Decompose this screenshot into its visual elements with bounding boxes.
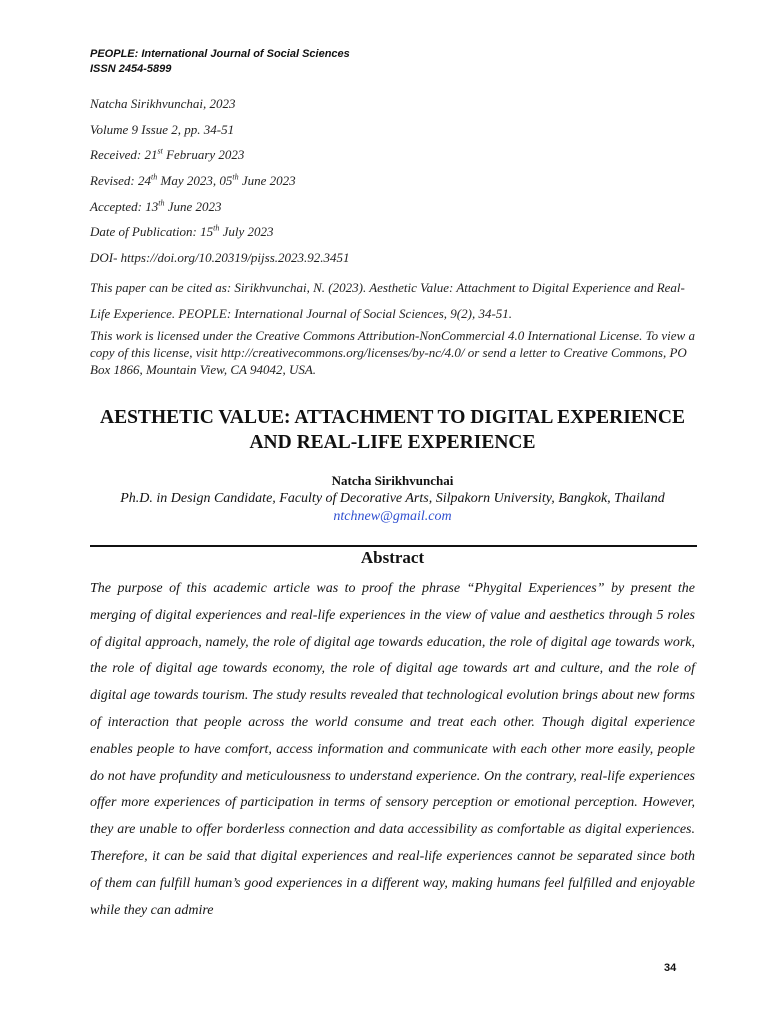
abstract-heading: Abstract [360,548,425,567]
accepted-date [90,198,700,224]
author-email-link[interactable]: ntchnew@gmail.com [333,509,452,524]
license-text: This work is licensed under the Creative Commons Attribution-NonCommercial 4.0 International License. To view a copy of this license, visit http://creativecommons.org/licenses/by-nc/4.0/ or send a letter to Creative Commons, PO Box 1866, Mountain View, CA 94042, USA. [90,328,695,378]
publication-date-prefix: Date of Publication: 15 [90,224,214,240]
received-date [90,146,700,172]
revised-date [90,172,700,198]
revised-date-sup2: th [232,172,239,182]
publication-date-sup: th [213,224,220,234]
accepted-date-suffix: June 2023 [164,198,222,214]
revised-date-suffix: June 2023 [238,173,296,189]
page-number: 34 [664,962,677,974]
received-date-prefix: Received: 21 [90,147,158,163]
revised-date-prefix: Revised: 24 [90,173,152,189]
publication-date-suffix: July 2023 [219,224,274,240]
revised-date-sup1: th [151,172,158,182]
abstract-body [90,576,695,924]
received-date-sup: st [157,147,163,157]
journal-name: PEOPLE: International Journal of Social Sciences [90,48,350,60]
journal-header [90,47,350,77]
publication-date [90,223,700,249]
abstract-text: The purpose of this academic article was to proof the phrase “Phygital Experiences” by present the merging of digital experiences and real-life experiences in the view of value and aesthetics through 5 roles of digital approach, namely, the role of digital age towards education, the role of digital age towards work, the role of digital age towards economy, the role of digital age towards art and culture, and the role of digital age towards tourism. The study results revealed that technological evolution brings about new forms of interaction that people across the world consume and treat each other. Though digital experience enables people to have comfort, access information and communicate with each other more easily, people do not have profundity and meticulousness to understand experience. On the contrary, real-life experiences offer more experiences of participation in terms of sensory perception or emotional perception. However, they are unable to offer borderless connection and data accessibility as comfortable as digital experiences. Therefore, it can be said that digital experiences and real-life experiences cannot be separated since both of them can fulfill human’s good experiences in a different way, making humans feel fulfilled and enjoyable while they can admire [90,581,695,918]
author-name: Natcha Sirikhvunchai [331,473,454,488]
author-affiliation: Ph.D. in Design Candidate, Faculty of Decorative Arts, Silpakorn University, Bangkok, Thailand [120,491,665,506]
article-title: AESTHETIC VALUE: ATTACHMENT TO DIGITAL EXPERIENCE AND REAL-LIFE EXPERIENCE [100,407,685,453]
journal-issn: ISSN 2454-5899 [90,63,172,75]
article-metadata [90,95,700,378]
author-year: Natcha Sirikhvunchai, 2023 [90,96,236,111]
received-date-suffix: February 2023 [162,147,245,163]
doi-link[interactable]: DOI- https://doi.org/10.20319/pijss.2023.92.3451 [90,250,350,266]
revised-date-mid: May 2023, 05 [157,173,233,189]
accepted-date-sup: th [158,198,165,208]
volume-info: Volume 9 Issue 2, pp. 34-51 [90,121,235,137]
accepted-date-prefix: Accepted: 13 [90,198,159,214]
author-block [90,472,695,526]
citation-text: This paper can be cited as: Sirikhvunchai, N. (2023). Aesthetic Value: Attachment to Digital Experience and Real-Life Experience. PEOPLE: International Journal of Social Sciences, 9(2), 34-51. [90,279,685,321]
